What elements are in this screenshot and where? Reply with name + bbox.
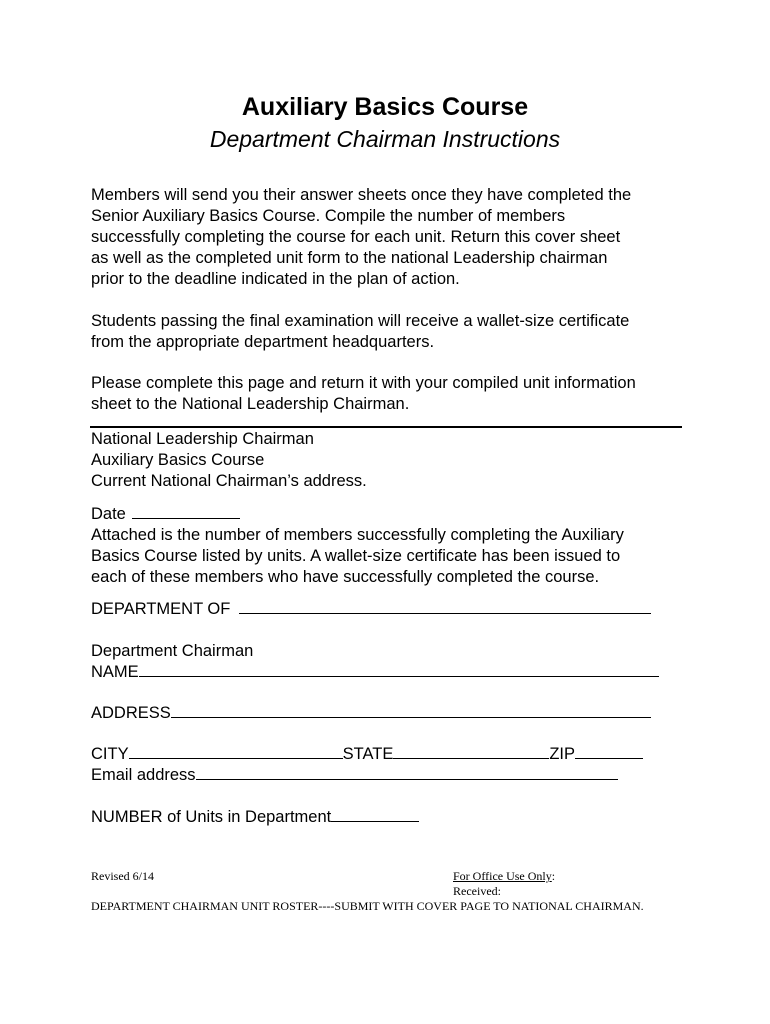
name-row bbox=[91, 662, 659, 683]
name-label: NAME bbox=[91, 663, 139, 681]
office-use-colon: : bbox=[551, 869, 556, 883]
email-row bbox=[91, 765, 618, 786]
paragraph-line: as well as the completed unit form to the national Leadership chairman bbox=[91, 249, 608, 267]
address-label: ADDRESS bbox=[91, 704, 171, 722]
paragraph-line: Members will send you their answer sheets once they have completed the bbox=[91, 186, 632, 204]
page-subtitle: Department Chairman Instructions bbox=[209, 126, 561, 152]
address-field[interactable] bbox=[171, 703, 651, 718]
office-use-heading bbox=[453, 869, 555, 884]
dept-chairman-label: Department Chairman bbox=[91, 642, 254, 660]
city-field[interactable] bbox=[129, 744, 343, 759]
units-field[interactable] bbox=[331, 807, 419, 822]
email-field[interactable] bbox=[196, 765, 618, 780]
state-field[interactable] bbox=[393, 744, 549, 759]
revised-date: Revised 6/14 bbox=[91, 869, 154, 883]
date-field[interactable] bbox=[132, 504, 240, 519]
city-label: CITY bbox=[91, 745, 129, 763]
address-line: Current National Chairman’s address. bbox=[91, 472, 367, 490]
name-field[interactable] bbox=[139, 662, 659, 677]
paragraph-line: successfully completing the course for each unit. Return this cover sheet bbox=[91, 228, 621, 246]
date-row bbox=[91, 504, 240, 525]
address-line: Auxiliary Basics Course bbox=[91, 451, 265, 469]
paragraph-line: Please complete this page and return it with your compiled unit information bbox=[91, 374, 636, 392]
mailing-address-block bbox=[91, 429, 367, 492]
date-label: Date bbox=[91, 505, 126, 523]
city-state-zip-row bbox=[91, 744, 643, 765]
certificate-paragraph bbox=[91, 311, 629, 353]
paragraph-line: from the appropriate department headquarters. bbox=[91, 333, 435, 351]
address-line: National Leadership Chairman bbox=[91, 430, 314, 448]
return-paragraph bbox=[91, 373, 636, 415]
paragraph-line: Attached is the number of members successfully completing the Auxiliary bbox=[91, 526, 624, 544]
paragraph-line: prior to the deadline indicated in the plan of action. bbox=[91, 270, 460, 288]
paragraph-line: Senior Auxiliary Basics Course. Compile the number of members bbox=[91, 207, 566, 225]
zip-label: ZIP bbox=[549, 745, 575, 763]
paragraph-line: each of these members who have successfully completed the course. bbox=[91, 568, 600, 586]
section-divider bbox=[90, 426, 682, 428]
page-title: Auxiliary Basics Course bbox=[241, 93, 529, 121]
office-use-label: For Office Use Only bbox=[453, 869, 552, 883]
attached-paragraph bbox=[91, 525, 624, 588]
units-row bbox=[91, 807, 419, 828]
paragraph-line: Basics Course listed by units. A wallet-size certificate has been issued to bbox=[91, 547, 621, 565]
email-label: Email address bbox=[91, 766, 196, 784]
paragraph-line: Students passing the final examination will receive a wallet-size certificate bbox=[91, 312, 630, 330]
units-label: NUMBER of Units in Department bbox=[91, 808, 332, 826]
received-label: Received: bbox=[453, 884, 501, 898]
unit-roster-note: DEPARTMENT CHAIRMAN UNIT ROSTER----SUBMIT WITH COVER PAGE TO NATIONAL CHAIRMAN. bbox=[91, 899, 644, 913]
instructions-paragraph bbox=[91, 185, 631, 290]
department-label: DEPARTMENT OF bbox=[91, 600, 231, 618]
state-label: STATE bbox=[342, 745, 394, 763]
paragraph-line: sheet to the National Leadership Chairman. bbox=[91, 395, 410, 413]
address-row bbox=[91, 703, 651, 724]
zip-field[interactable] bbox=[575, 744, 643, 759]
department-field[interactable] bbox=[239, 599, 651, 614]
department-row bbox=[91, 599, 651, 620]
